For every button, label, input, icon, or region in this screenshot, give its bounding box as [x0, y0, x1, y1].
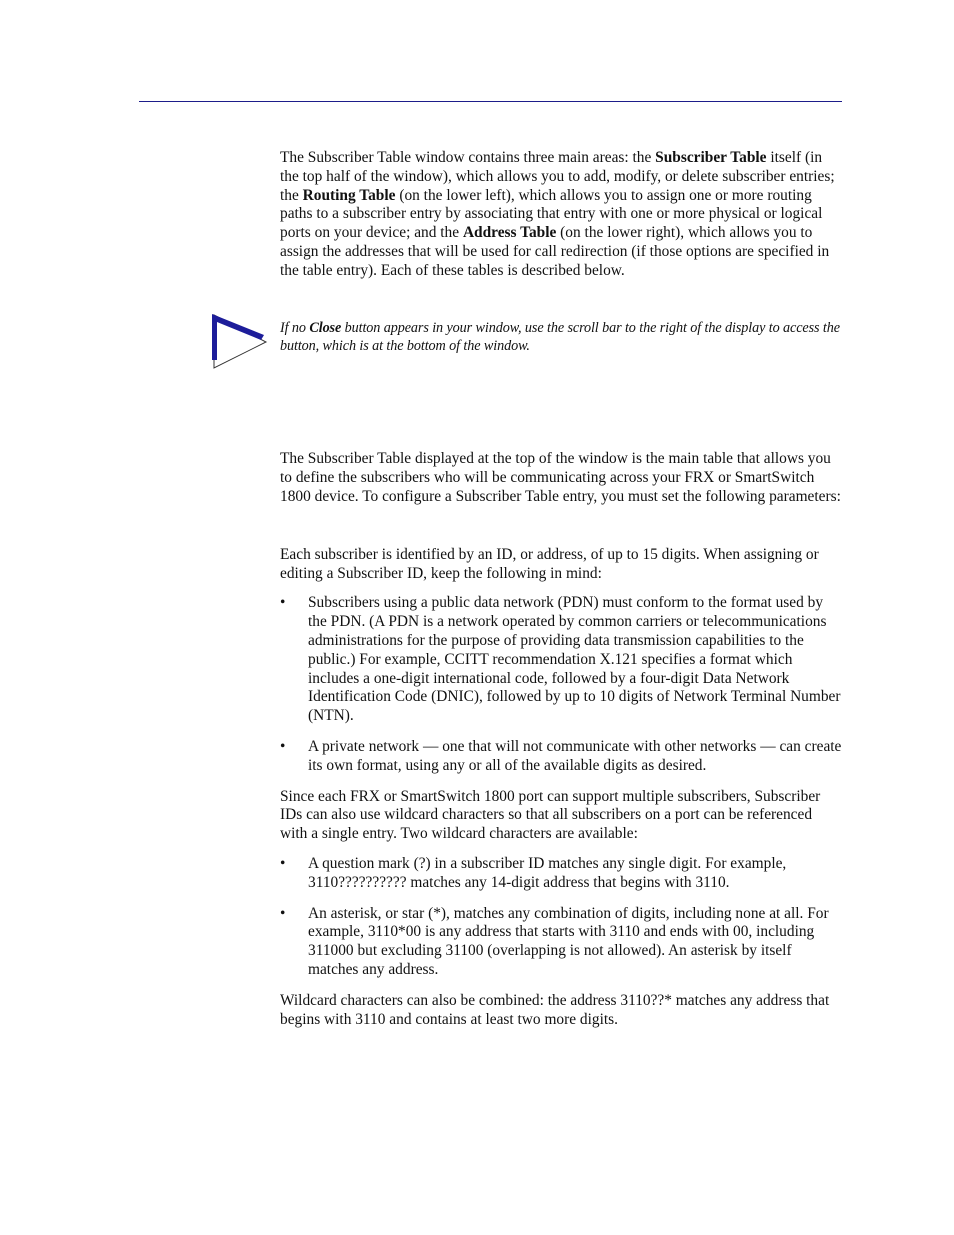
- list-item: [280, 905, 842, 980]
- list-item: [280, 594, 842, 726]
- subscriber-id-paragraph: Each subscriber is identified by an ID, or address, of up to 15 digits. When assigning or editing a Subscriber ID, keep the following in mind:: [280, 545, 819, 582]
- wildcard-bullet-list: [280, 855, 842, 980]
- list-item-text: An asterisk, or star (*), matches any combination of digits, including none at all. For example, 3110*00 is any address that starts with 3110 and ends with 00, including 311000 but excluding 31100 (overlapping is not allowed). An asterisk by itself matches any address.: [308, 904, 829, 978]
- bullet-icon: •: [280, 594, 286, 612]
- wildcard-paragraph: Since each FRX or SmartSwitch 1800 port can support multiple subscribers, Subscriber IDs can also use wildcard characters so that all subscribers on a port can be referenced with a single entry. Two wildcard characters are available:: [280, 787, 821, 843]
- note-block: [280, 319, 842, 356]
- close-term: Close: [309, 319, 342, 336]
- list-item-text: Subscribers using a public data network (PDN) must conform to the format used by the PDN. (A PDN is a network operated by common carriers or telecommunications administrations for the purpose of providing data transmission capabilities to the public.) For example, CCITT recommendation X.121 specifies a format which includes a one-digit international code, followed by a four-digit Data Network Identification Code (DNIC), followed by up to 10 digits of Network Terminal Number (NTN).: [308, 594, 841, 725]
- header-rule: [139, 101, 842, 102]
- list-item: [280, 738, 842, 776]
- list-item-text: A private network — one that will not communicate with other networks — can create its own format, using any or all of the available digits as desired.: [308, 737, 842, 774]
- intro-text-1: The Subscriber Table window contains three main areas: the: [280, 149, 656, 166]
- combined-wildcard-paragraph: Wildcard characters can also be combined: the address 3110??* matches any address that begins with 3110 and contains at least two more digits.: [280, 991, 830, 1028]
- intro-text-2: itself (in the top half of the window), which allows you to add, modify, or delete subscriber entries; the: [280, 149, 835, 204]
- list-item: [280, 855, 842, 893]
- address-table-term: Address Table: [462, 224, 557, 242]
- page-content: [280, 149, 842, 1029]
- note-text: [280, 319, 842, 356]
- bullet-icon: •: [280, 737, 286, 755]
- bullet-icon: •: [280, 854, 286, 872]
- note-text-post: button appears in your window, use the scroll bar to the right of the display to access the button, which is at the bottom of the window.: [280, 319, 840, 354]
- bullet-icon: •: [280, 904, 286, 922]
- subscriber-table-paragraph: The Subscriber Table displayed at the top of the window is the main table that allows you to define the subscribers who will be communicating across your FRX or SmartSwitch 1800 device. To configure a Subscriber Table entry, you must set the following parameters:: [280, 450, 841, 505]
- note-text-pre: If no: [280, 319, 310, 336]
- note-arrow-icon: [212, 314, 268, 370]
- intro-paragraph: [280, 149, 842, 281]
- intro-text-3: (on the lower left), which allows you to assign one or more routing paths to a subscriber entry by associating that entry with one or more physical or logical ports on your device; and the: [280, 186, 823, 242]
- intro-text-4: (on the lower right), which allows you to assign the addresses that will be used for call redirection (if those options are specified in the table entry). Each of these tables is described below.: [280, 224, 830, 279]
- format-bullet-list: [280, 594, 842, 775]
- subscriber-table-term: Subscriber Table: [655, 149, 767, 166]
- list-item-text: A question mark (?) in a subscriber ID matches any single digit. For example, 3110?????????? matches any 14-digit address that begins with 3110.: [308, 854, 787, 891]
- routing-table-term: Routing Table: [302, 186, 396, 204]
